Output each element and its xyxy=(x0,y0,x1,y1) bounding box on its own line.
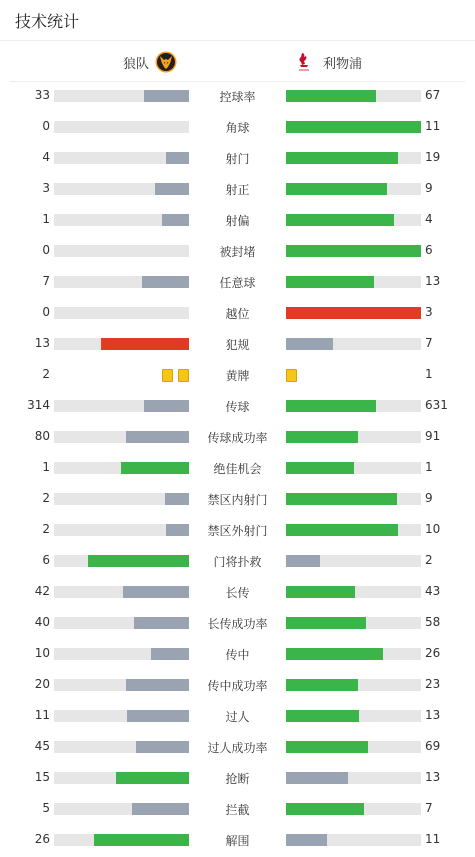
away-team[interactable] xyxy=(293,51,362,73)
away-stat-bar-fill xyxy=(286,524,398,536)
stat-row xyxy=(0,267,475,298)
away-stat-bar-fill xyxy=(286,710,359,722)
stat-label: 传中 xyxy=(225,648,250,662)
away-stat-value: 11 xyxy=(425,119,441,133)
stat-label: 传球成功率 xyxy=(207,431,268,445)
away-stat-value: 67 xyxy=(425,88,441,102)
stat-label: 传中成功率 xyxy=(207,679,268,693)
home-stat-bar xyxy=(54,524,189,536)
home-stat-bar-fill xyxy=(88,555,189,567)
home-stat-value: 0 xyxy=(42,119,50,133)
away-stat-bar-fill xyxy=(286,276,374,288)
home-stat-bar-fill xyxy=(136,741,189,753)
home-stat-bar xyxy=(54,245,189,257)
stat-label: 绝佳机会 xyxy=(213,462,262,476)
home-stat-value: 33 xyxy=(34,88,50,102)
stat-row xyxy=(0,515,475,546)
away-stat-value: 91 xyxy=(425,429,441,443)
home-stat-value: 20 xyxy=(34,677,50,691)
home-team-name: 狼队 xyxy=(122,56,149,72)
stat-row xyxy=(0,236,475,267)
away-stat-bar xyxy=(286,121,421,133)
home-stat-bar xyxy=(54,648,189,660)
home-stat-value: 1 xyxy=(42,212,50,226)
stat-label: 犯规 xyxy=(225,338,250,352)
stat-label: 黄牌 xyxy=(225,369,250,383)
home-stat-value: 3 xyxy=(42,181,50,195)
home-stat-value: 26 xyxy=(34,832,50,846)
stat-label: 被封堵 xyxy=(219,245,256,259)
stat-label: 禁区外射门 xyxy=(207,524,268,538)
home-stat-bar xyxy=(54,90,189,102)
away-stat-bar xyxy=(286,648,421,660)
away-stat-bar-fill xyxy=(286,462,354,474)
away-stat-bar xyxy=(286,710,421,722)
home-stat-value: 314 xyxy=(27,398,50,412)
home-stat-bar-fill xyxy=(155,183,189,195)
stat-label: 传球 xyxy=(225,400,250,414)
home-stat-bar-fill xyxy=(121,462,189,474)
away-stat-bar xyxy=(286,431,421,443)
away-stat-value: 19 xyxy=(425,150,441,164)
home-stat-bar xyxy=(54,400,189,412)
stat-label: 任意球 xyxy=(219,276,256,290)
stat-row xyxy=(0,391,475,422)
page-title: 技术统计 xyxy=(15,12,80,31)
yellow-card-icon xyxy=(286,369,297,382)
away-stat-bar xyxy=(286,152,421,164)
stat-row xyxy=(0,577,475,608)
home-stat-bar-fill xyxy=(142,276,189,288)
home-stat-bar xyxy=(54,276,189,288)
stat-row xyxy=(0,174,475,205)
stat-row xyxy=(0,298,475,329)
away-stat-value: 13 xyxy=(425,708,441,722)
away-stat-bar xyxy=(286,679,421,691)
stat-label: 长传 xyxy=(225,586,250,600)
home-stat-bar-fill xyxy=(166,152,189,164)
away-stat-bar-fill xyxy=(286,493,397,505)
away-stat-value: 23 xyxy=(425,677,441,691)
away-stat-value: 11 xyxy=(425,832,441,846)
home-stat-value: 6 xyxy=(42,553,50,567)
stat-label: 过人 xyxy=(225,710,250,724)
away-stat-bar xyxy=(286,462,421,474)
away-stat-bar-fill xyxy=(286,803,364,815)
away-stat-value: 9 xyxy=(425,181,433,195)
stat-label: 禁区内射门 xyxy=(207,493,268,507)
stat-label: 解围 xyxy=(225,834,250,848)
home-stat-bar-fill xyxy=(144,400,189,412)
away-stat-bar-fill xyxy=(286,338,333,350)
away-stat-bar xyxy=(286,772,421,784)
home-stat-bar xyxy=(54,183,189,195)
home-stat-bar xyxy=(54,710,189,722)
stat-row xyxy=(0,732,475,763)
home-stat-value: 10 xyxy=(34,646,50,660)
away-stat-bar xyxy=(286,338,421,350)
home-stat-bar xyxy=(54,214,189,226)
stat-row xyxy=(0,112,475,143)
home-stat-bar xyxy=(54,338,189,350)
home-stat-value: 11 xyxy=(34,708,50,722)
home-stat-bar-fill xyxy=(123,586,189,598)
home-stat-bar-fill xyxy=(126,431,189,443)
away-stat-bar-fill xyxy=(286,772,348,784)
away-stat-value: 1 xyxy=(425,367,433,381)
away-stat-bar xyxy=(286,555,421,567)
stat-row xyxy=(0,701,475,732)
away-stat-bar xyxy=(286,617,421,629)
away-stat-bar-fill xyxy=(286,121,421,133)
home-stat-bar-fill xyxy=(134,617,189,629)
away-stat-value: 26 xyxy=(425,646,441,660)
stat-row xyxy=(0,360,475,391)
home-stat-bar xyxy=(54,462,189,474)
stat-row xyxy=(0,484,475,515)
stat-row xyxy=(0,81,475,112)
stat-row xyxy=(0,546,475,577)
stat-label: 门将扑救 xyxy=(213,555,262,569)
away-stat-value: 58 xyxy=(425,615,441,629)
away-stat-bar xyxy=(286,493,421,505)
away-stat-value: 1 xyxy=(425,460,433,474)
home-stat-value: 7 xyxy=(42,274,50,288)
home-stat-bar xyxy=(54,121,189,133)
away-stat-bar-fill xyxy=(286,307,421,319)
away-stat-bar xyxy=(286,803,421,815)
stat-row xyxy=(0,825,475,856)
away-stat-bar-fill xyxy=(286,617,366,629)
home-stat-bar xyxy=(54,493,189,505)
away-stat-bar-fill xyxy=(286,214,394,226)
home-stat-value: 42 xyxy=(34,584,50,598)
home-stat-bar-fill xyxy=(162,214,189,226)
stat-label: 控球率 xyxy=(219,90,256,104)
away-stat-bar-fill xyxy=(286,741,368,753)
home-stat-bar xyxy=(54,307,189,319)
stat-label: 射偏 xyxy=(225,214,250,228)
home-team[interactable] xyxy=(123,51,177,73)
away-stat-value: 9 xyxy=(425,491,433,505)
stat-row xyxy=(0,763,475,794)
team-header xyxy=(10,41,465,81)
home-stat-bar-fill xyxy=(144,90,189,102)
stat-label: 角球 xyxy=(225,121,250,135)
home-stat-bar xyxy=(54,803,189,815)
away-stat-bar xyxy=(286,214,421,226)
home-stat-bar xyxy=(54,431,189,443)
away-stat-value: 7 xyxy=(425,801,433,815)
home-stat-value: 0 xyxy=(42,305,50,319)
home-stat-bar xyxy=(54,772,189,784)
home-stat-bar xyxy=(54,617,189,629)
home-stat-value: 45 xyxy=(34,739,50,753)
away-stat-value: 13 xyxy=(425,770,441,784)
stat-label: 射门 xyxy=(225,152,250,166)
away-stat-value: 69 xyxy=(425,739,441,753)
stat-label: 过人成功率 xyxy=(207,741,268,755)
away-stat-bar-fill xyxy=(286,245,421,257)
stat-label: 长传成功率 xyxy=(207,617,268,631)
home-stat-bar xyxy=(54,834,189,846)
away-stat-bar xyxy=(286,183,421,195)
away-stat-bar xyxy=(286,90,421,102)
away-stat-value: 13 xyxy=(425,274,441,288)
away-stat-value: 10 xyxy=(425,522,441,536)
home-stat-bar-fill xyxy=(126,679,189,691)
away-stat-bar xyxy=(286,276,421,288)
home-stat-bar xyxy=(54,152,189,164)
away-stat-value: 3 xyxy=(425,305,433,319)
wolf-crest-icon xyxy=(155,51,177,73)
home-stat-bar xyxy=(54,555,189,567)
home-stat-value: 5 xyxy=(42,801,50,815)
home-stat-bar-fill xyxy=(151,648,189,660)
stat-row xyxy=(0,453,475,484)
stat-row xyxy=(0,143,475,174)
yellow-card-icon xyxy=(178,369,189,382)
home-stat-value: 2 xyxy=(42,491,50,505)
home-yellow-cards xyxy=(162,369,189,382)
stat-label: 抢断 xyxy=(225,772,250,786)
home-stat-value: 80 xyxy=(34,429,50,443)
home-stat-bar-fill xyxy=(94,834,189,846)
away-stat-bar-fill xyxy=(286,152,398,164)
home-stat-bar-fill xyxy=(101,338,189,350)
stat-label: 射正 xyxy=(225,183,250,197)
home-stat-value: 2 xyxy=(42,367,50,381)
away-stat-bar-fill xyxy=(286,183,387,195)
home-stat-bar-fill xyxy=(166,524,189,536)
yellow-card-icon xyxy=(162,369,173,382)
stat-label: 越位 xyxy=(225,307,250,321)
away-stat-bar-fill xyxy=(286,400,376,412)
home-stat-bar-fill xyxy=(116,772,189,784)
away-stat-bar xyxy=(286,586,421,598)
away-stat-value: 6 xyxy=(425,243,433,257)
home-stat-value: 0 xyxy=(42,243,50,257)
away-stat-bar xyxy=(286,400,421,412)
away-stat-bar-fill xyxy=(286,679,358,691)
away-stat-bar-fill xyxy=(286,431,358,443)
stat-row xyxy=(0,422,475,453)
home-stat-value: 4 xyxy=(42,150,50,164)
away-stat-value: 43 xyxy=(425,584,441,598)
away-stat-value: 7 xyxy=(425,336,433,350)
away-stat-value: 4 xyxy=(425,212,433,226)
stat-row xyxy=(0,205,475,236)
stat-label: 拦截 xyxy=(225,803,250,817)
home-stat-bar xyxy=(54,679,189,691)
away-stat-value: 2 xyxy=(425,553,433,567)
stat-row xyxy=(0,329,475,360)
away-team-name: 利物浦 xyxy=(323,56,363,72)
home-stat-bar-fill xyxy=(165,493,189,505)
home-stat-bar-fill xyxy=(127,710,189,722)
away-stat-bar xyxy=(286,524,421,536)
home-stat-bar-fill xyxy=(132,803,189,815)
home-stat-value: 15 xyxy=(34,770,50,784)
away-stat-bar-fill xyxy=(286,648,383,660)
stat-row xyxy=(0,639,475,670)
stat-row xyxy=(0,670,475,701)
away-stat-bar xyxy=(286,245,421,257)
away-stat-value: 631 xyxy=(425,398,448,412)
stat-row xyxy=(0,608,475,639)
home-stat-value: 2 xyxy=(42,522,50,536)
away-stat-bar xyxy=(286,834,421,846)
liverbird-crest-icon xyxy=(293,51,315,73)
away-stat-bar-fill xyxy=(286,90,376,102)
away-stat-bar-fill xyxy=(286,586,355,598)
away-stat-bar xyxy=(286,741,421,753)
home-stat-bar xyxy=(54,586,189,598)
away-stat-bar-fill xyxy=(286,555,320,567)
away-stat-bar xyxy=(286,307,421,319)
stat-row xyxy=(0,794,475,825)
away-stat-bar-fill xyxy=(286,834,327,846)
home-stat-value: 13 xyxy=(34,336,50,350)
away-yellow-cards xyxy=(286,369,297,382)
home-stat-value: 40 xyxy=(34,615,50,629)
home-stat-bar xyxy=(54,741,189,753)
home-stat-value: 1 xyxy=(42,460,50,474)
